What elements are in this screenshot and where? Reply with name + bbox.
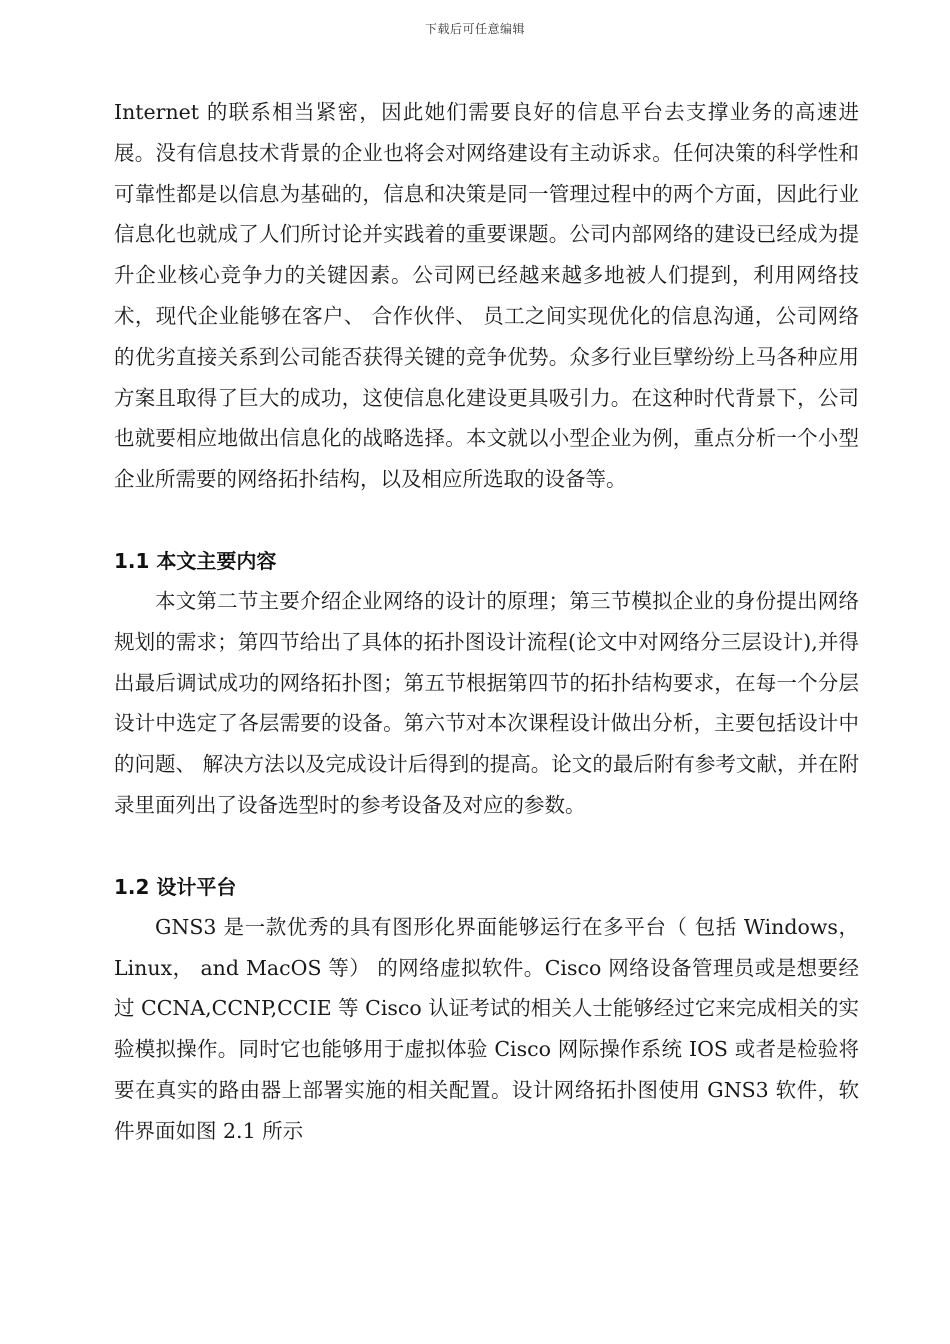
page-header-note: 下载后可任意编辑 <box>424 22 525 36</box>
section-1-2-paragraph: GNS3 是一款优秀的具有图形化界面能够运行在多平台（ 包括 Windows， Linux， and MacOS 等） 的网络虚拟软件。Cisco 网络设备管理员或是想要经过 CCNA,CCNP,CCIE 等 Cisco 认证考试的相关人士能够经过它来完成相关的实验模拟操作。同时它也能够用于虚拟体验 Cisco 网际操作系统 IOS 或者是检验将要在真实的路由器上部署实施的相关配置。设计网络拓扑图使用 GNS3 软件，软件界面如图 2.1 所示 <box>114 914 859 1143</box>
section-spacer <box>114 500 859 541</box>
intro-paragraph: Internet 的联系相当紧密，因此她们需要良好的信息平台去支撑业务的高速进展。没有信息技术背景的企业也将会对网络建设有主动诉求。任何决策的科学性和可靠性都是以信息为基础的，信息和决策是同一管理过程中的两个方面，因此行业信息化也就成了人们所讨论并实践着的重要课题。公司内部网络的建设已经成为提升企业核心竞争力的关键因素。公司网已经越来越多地被人们提到，利用网络技术，现代企业能够在客户、 合作伙伴、 员工之间实现优化的信息沟通，公司网络的优劣直接关系到公司能否获得关键的竞争优势。众多行业巨擘纷纷上马各种应用方案且取得了巨大的成功，这使信息化建设更具吸引力。在这种时代背景下，公司也就要相应地做出信息化的战略选择。本文就以小型企业为例，重点分析一个小型企业所需要的网络拓扑结构，以及相应所选取的设备等。 <box>114 100 859 492</box>
section-heading-1-1: 1.1 本文主要内容 <box>114 548 277 573</box>
section-spacer <box>114 826 859 867</box>
section-heading-1-2: 1.2 设计平台 <box>114 874 237 899</box>
document-page <box>114 92 859 1152</box>
section-1-1-paragraph: 本文第二节主要介绍企业网络的设计的原理；第三节模拟企业的身份提出网络规划的需求；第四节给出了具体的拓扑图设计流程(论文中对网络分三层设计),并得出最后调试成功的网络拓扑图；第五节根据第四节的拓扑结构要求，在每一个分层设计中选定了各层需要的设备。第六节对本次课程设计做出分析，主要包括设计中的问题、 解决方法以及完成设计后得到的提高。论文的最后附有参考文献，并在附录里面列出了设备选型时的参考设备及对应的参数。 <box>114 588 859 817</box>
